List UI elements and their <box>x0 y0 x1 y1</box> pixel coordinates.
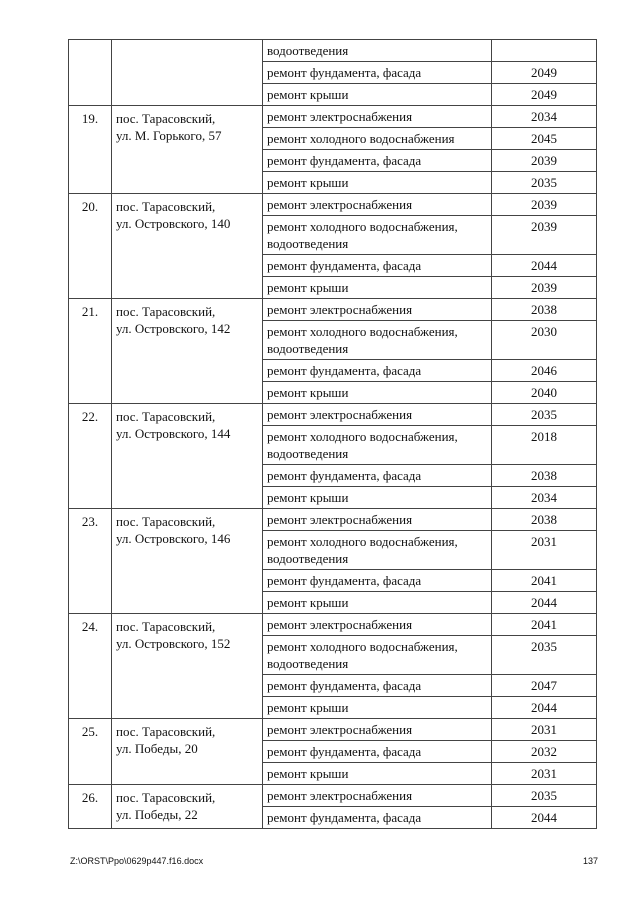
address-street: ул. М. Горького, 57 <box>116 128 222 143</box>
work-type: водоотведения <box>263 40 492 62</box>
work-year: 2034 <box>492 106 597 128</box>
work-type: ремонт крыши <box>263 763 492 785</box>
work-type: ремонт фундамента, фасада <box>263 150 492 172</box>
work-year: 2038 <box>492 509 597 531</box>
address-street: ул. Островского, 142 <box>116 321 231 336</box>
work-year <box>492 40 597 62</box>
address-settlement: пос. Тарасовский, <box>116 619 216 634</box>
address-street: ул. Островского, 140 <box>116 216 231 231</box>
entry-number: 20. <box>69 194 112 299</box>
repair-schedule-table <box>68 39 597 829</box>
table-row <box>69 404 597 426</box>
footer-file-path: Z:\ORST\Ppo\0629p447.f16.docx <box>70 856 204 866</box>
footer-page-number: 137 <box>582 856 598 866</box>
table-row <box>69 719 597 741</box>
work-year: 2031 <box>492 531 597 570</box>
entry-number: 19. <box>69 106 112 194</box>
work-type: ремонт электроснабжения <box>263 299 492 321</box>
entry-address <box>112 719 263 785</box>
work-year: 2044 <box>492 592 597 614</box>
work-type: ремонт фундамента, фасада <box>263 570 492 592</box>
work-type: ремонт электроснабжения <box>263 785 492 807</box>
table-row <box>69 509 597 531</box>
work-year: 2035 <box>492 404 597 426</box>
address-settlement: пос. Тарасовский, <box>116 724 216 739</box>
work-type: ремонт крыши <box>263 172 492 194</box>
entry-number: 24. <box>69 614 112 719</box>
work-year: 2049 <box>492 84 597 106</box>
work-year: 2035 <box>492 172 597 194</box>
work-year: 2030 <box>492 321 597 360</box>
table-row <box>69 614 597 636</box>
address-street: ул. Победы, 20 <box>116 741 198 756</box>
work-year: 2044 <box>492 697 597 719</box>
work-year: 2038 <box>492 299 597 321</box>
entry-address <box>112 404 263 509</box>
entry-number: 22. <box>69 404 112 509</box>
entry-address <box>112 194 263 299</box>
work-type: ремонт крыши <box>263 487 492 509</box>
work-type: ремонт фундамента, фасада <box>263 741 492 763</box>
work-type: ремонт фундамента, фасада <box>263 807 492 829</box>
address-street: ул. Победы, 22 <box>116 807 198 822</box>
work-type: ремонт электроснабжения <box>263 509 492 531</box>
work-type: ремонт электроснабжения <box>263 719 492 741</box>
work-year: 2045 <box>492 128 597 150</box>
work-year: 2039 <box>492 277 597 299</box>
work-year: 2035 <box>492 636 597 675</box>
work-type: ремонт фундамента, фасада <box>263 360 492 382</box>
work-type: ремонт холодного водоснабжения, водоотведения <box>263 426 492 465</box>
table-row <box>69 40 597 62</box>
work-year: 2046 <box>492 360 597 382</box>
work-year: 2049 <box>492 62 597 84</box>
work-year: 2032 <box>492 741 597 763</box>
work-type: ремонт фундамента, фасада <box>263 465 492 487</box>
entry-address <box>112 106 263 194</box>
work-type: ремонт фундамента, фасада <box>263 255 492 277</box>
work-year: 2018 <box>492 426 597 465</box>
entry-address <box>112 299 263 404</box>
work-type: ремонт электроснабжения <box>263 194 492 216</box>
table-row <box>69 106 597 128</box>
address-street: ул. Островского, 146 <box>116 531 231 546</box>
work-type: ремонт холодного водоснабжения, водоотведения <box>263 321 492 360</box>
address-street: ул. Островского, 144 <box>116 426 231 441</box>
work-type: ремонт холодного водоснабжения, водоотведения <box>263 216 492 255</box>
work-year: 2047 <box>492 675 597 697</box>
entry-number: 23. <box>69 509 112 614</box>
work-type: ремонт электроснабжения <box>263 614 492 636</box>
entry-number: 26. <box>69 785 112 829</box>
work-year: 2040 <box>492 382 597 404</box>
work-year: 2041 <box>492 614 597 636</box>
work-year: 2035 <box>492 785 597 807</box>
table-body <box>69 40 597 829</box>
entry-address <box>112 785 263 829</box>
work-type: ремонт холодного водоснабжения, водоотведения <box>263 531 492 570</box>
address-settlement: пос. Тарасовский, <box>116 514 216 529</box>
address-settlement: пос. Тарасовский, <box>116 790 216 805</box>
work-year: 2041 <box>492 570 597 592</box>
work-type: ремонт крыши <box>263 382 492 404</box>
entry-address <box>112 509 263 614</box>
work-type: ремонт фундамента, фасада <box>263 62 492 84</box>
work-type: ремонт крыши <box>263 84 492 106</box>
entry-number: 21. <box>69 299 112 404</box>
address-settlement: пос. Тарасовский, <box>116 199 216 214</box>
address-settlement: пос. Тарасовский, <box>116 111 216 126</box>
entry-number: 25. <box>69 719 112 785</box>
address-settlement: пос. Тарасовский, <box>116 304 216 319</box>
work-type: ремонт крыши <box>263 592 492 614</box>
work-year: 2039 <box>492 216 597 255</box>
entry-number <box>69 40 112 106</box>
work-year: 2038 <box>492 465 597 487</box>
work-type: ремонт холодного водоснабжения <box>263 128 492 150</box>
work-type: ремонт фундамента, фасада <box>263 675 492 697</box>
address-street: ул. Островского, 152 <box>116 636 231 651</box>
table-row <box>69 299 597 321</box>
address-settlement: пос. Тарасовский, <box>116 409 216 424</box>
work-year: 2044 <box>492 255 597 277</box>
entry-address <box>112 40 263 106</box>
work-type: ремонт крыши <box>263 277 492 299</box>
work-type: ремонт электроснабжения <box>263 404 492 426</box>
table-row <box>69 785 597 807</box>
table-row <box>69 194 597 216</box>
work-type: ремонт электроснабжения <box>263 106 492 128</box>
work-year: 2031 <box>492 763 597 785</box>
work-year: 2039 <box>492 194 597 216</box>
entry-address <box>112 614 263 719</box>
work-year: 2039 <box>492 150 597 172</box>
work-year: 2034 <box>492 487 597 509</box>
work-year: 2044 <box>492 807 597 829</box>
work-year: 2031 <box>492 719 597 741</box>
work-type: ремонт холодного водоснабжения, водоотведения <box>263 636 492 675</box>
work-type: ремонт крыши <box>263 697 492 719</box>
